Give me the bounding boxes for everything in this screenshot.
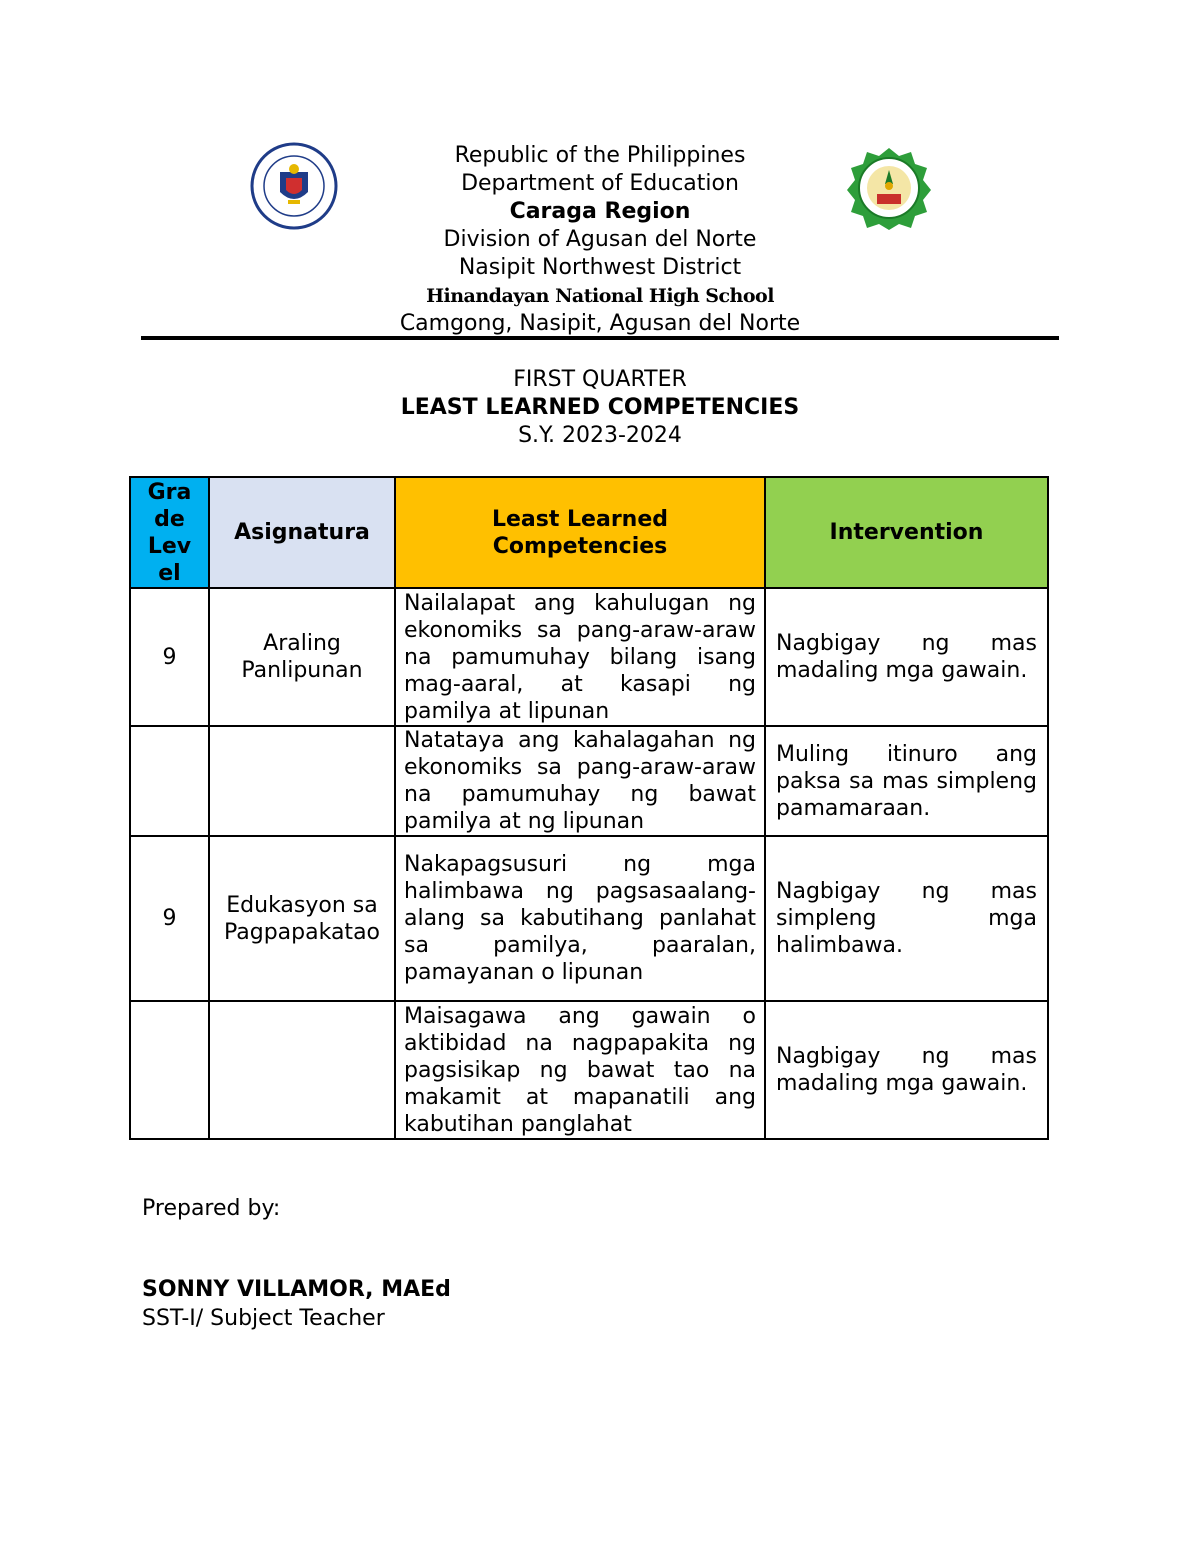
table-row xyxy=(130,836,1048,1001)
competency-cell: Nakapagsusuri ng mga halimbawa ng pagsasaalang-alang sa kabutihang panlahat sa pamilya, paaralan, pamayanan o lipunan xyxy=(395,836,765,1001)
intervention-cell: Nagbigay ng mas simpleng mga halimbawa. xyxy=(765,836,1048,1001)
header-region: Caraga Region xyxy=(509,199,691,224)
subject-cell: Edukasyon sa Pagpapakatao xyxy=(209,836,395,1001)
competency-cell: Maisagawa ang gawain o aktibidad na nagpapakita ng pagsisikap ng bawat tao na makamit at mapanatili ang kabutihan panglahat xyxy=(395,1001,765,1139)
main-title: LEAST LEARNED COMPETENCIES xyxy=(400,395,800,420)
quarter-title: FIRST QUARTER xyxy=(513,367,687,392)
header-line1: Republic of the Philippines xyxy=(454,143,746,168)
header-division: Division of Agusan del Norte xyxy=(443,227,757,252)
header-grade-level: Gra de Lev el xyxy=(130,477,209,588)
preparer-name: SONNY VILLAMOR, MAEd xyxy=(142,1277,451,1302)
header-school: Hinandayan National High School xyxy=(426,285,774,307)
grade-cell xyxy=(130,1001,209,1139)
header-line2: Department of Education xyxy=(461,171,739,196)
competency-cell: Nailalapat ang kahulugan ng ekonomiks sa pang-araw-araw na pamumuhay bilang isang mag-aaral, at kasapi ng pamilya at lipunan xyxy=(395,588,765,726)
competencies-table xyxy=(129,476,1049,1140)
header-district: Nasipit Northwest District xyxy=(458,255,742,280)
prepared-by-label: Prepared by: xyxy=(142,1196,281,1221)
school-year: S.Y. 2023-2024 xyxy=(518,423,682,448)
header-intervention: Intervention xyxy=(765,477,1048,588)
competency-cell: Natataya ang kahalagahan ng ekonomiks sa pang-araw-araw na pamumuhay ng bawat pamilya at ng lipunan xyxy=(395,726,765,836)
subject-cell xyxy=(209,1001,395,1139)
intervention-cell: Nagbigay ng mas madaling mga gawain. xyxy=(765,1001,1048,1139)
table-row xyxy=(130,1001,1048,1139)
header-asignatura: Asignatura xyxy=(209,477,395,588)
grade-cell xyxy=(130,726,209,836)
intervention-cell: Nagbigay ng mas madaling mga gawain. xyxy=(765,588,1048,726)
table-row xyxy=(130,726,1048,836)
subject-cell: Araling Panlipunan xyxy=(209,588,395,726)
header-least-learned: Least Learned Competencies xyxy=(395,477,765,588)
table-header-row xyxy=(130,477,1048,588)
intervention-cell: Muling itinuro ang paksa sa mas simpleng pamamaraan. xyxy=(765,726,1048,836)
header-divider xyxy=(141,336,1059,340)
grade-cell: 9 xyxy=(130,588,209,726)
document-titles xyxy=(0,366,1200,450)
preparer-position: SST-I/ Subject Teacher xyxy=(142,1306,385,1331)
document-header xyxy=(0,142,1200,338)
grade-cell: 9 xyxy=(130,836,209,1001)
header-address: Camgong, Nasipit, Agusan del Norte xyxy=(399,311,801,336)
table-row xyxy=(130,588,1048,726)
subject-cell xyxy=(209,726,395,836)
